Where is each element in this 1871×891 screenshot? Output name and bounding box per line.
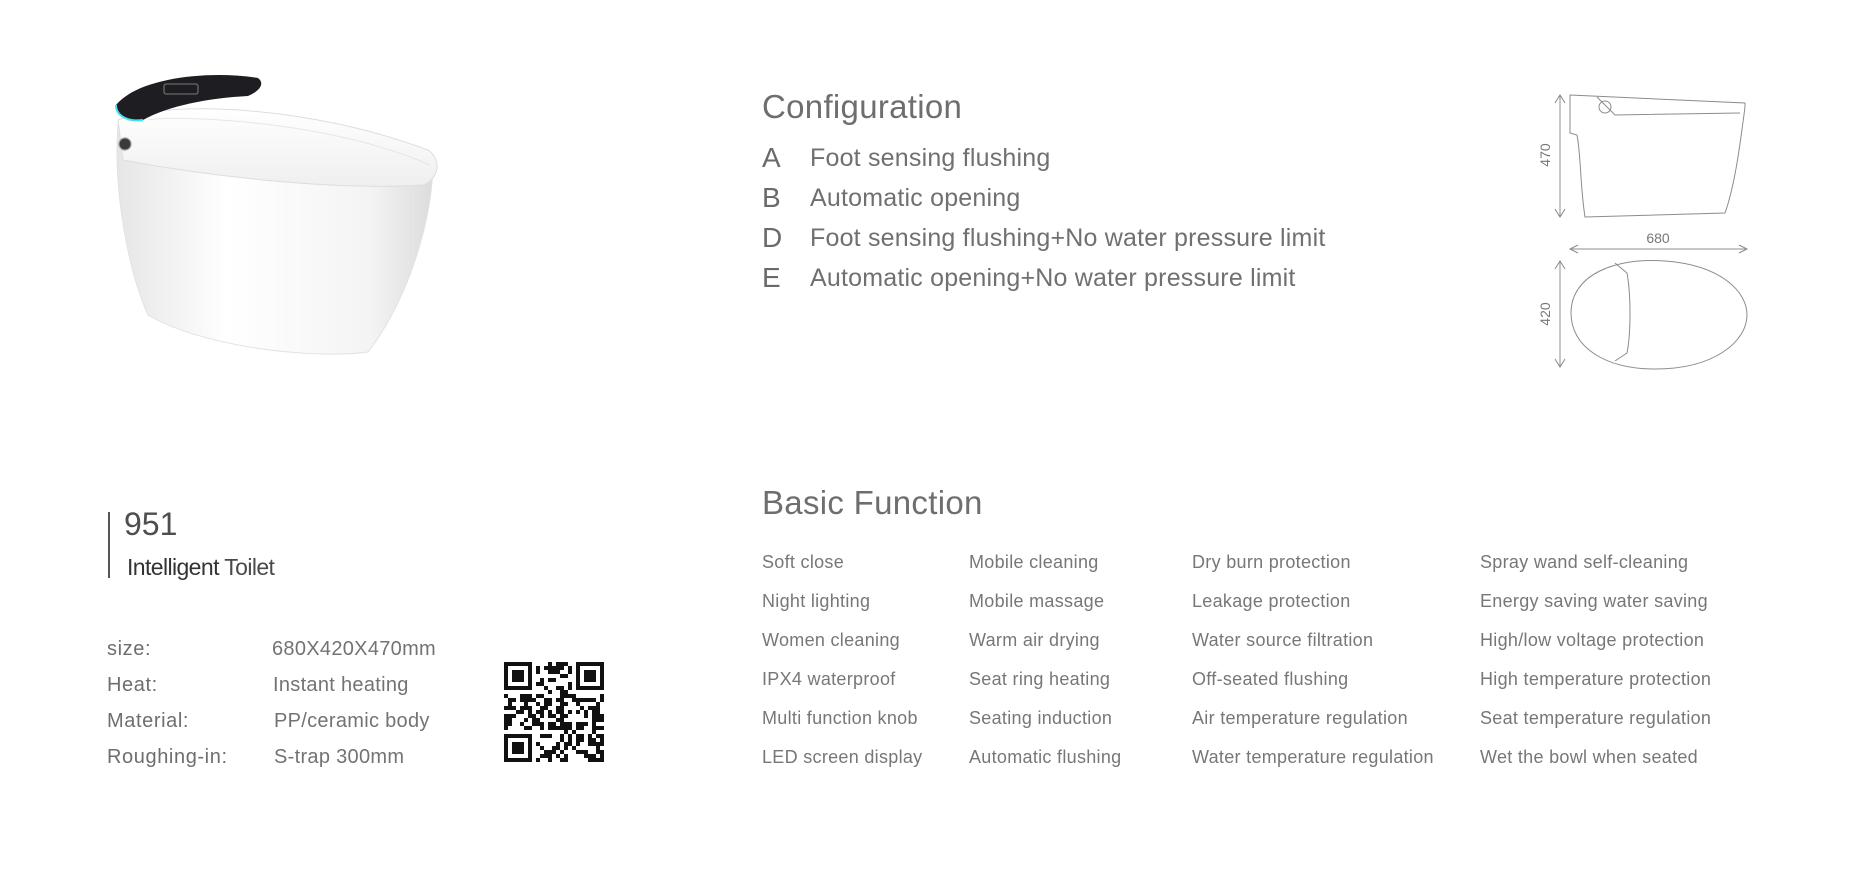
basic-function-item: Water temperature regulation [1192, 747, 1434, 767]
config-letter: E [762, 262, 781, 293]
length-dimension: 680 [1646, 230, 1670, 246]
config-letter: A [762, 142, 781, 173]
product-image [108, 70, 448, 370]
basic-function-item: Seat ring heating [969, 669, 1111, 689]
basic-function-item: High/low voltage protection [1480, 630, 1705, 650]
spec-value-roughing: S-trap 300mm [274, 746, 405, 768]
basic-function-item: Soft close [762, 552, 845, 572]
basic-function-item: Women cleaning [762, 630, 900, 650]
basic-function-item: Energy saving water saving [1480, 591, 1708, 611]
basic-function-item: Night lighting [762, 591, 871, 611]
config-text: Automatic opening+No water pressure limit [810, 264, 1296, 292]
basic-function-item: Wet the bowl when seated [1480, 747, 1698, 767]
basic-function-item: Water source filtration [1192, 630, 1374, 650]
spec-label-heat: Heat: [107, 674, 158, 696]
product-name-bold: Intelligent [127, 554, 219, 580]
basic-function-item: High temperature protection [1480, 669, 1712, 689]
config-text: Automatic opening [810, 184, 1021, 212]
width-dimension: 420 [1537, 302, 1553, 326]
basic-function-item: Off-seated flushing [1192, 669, 1349, 689]
basic-function-heading: Basic Function [762, 484, 983, 521]
basic-function-item: Leakage protection [1192, 591, 1351, 611]
model-number: 951 [124, 506, 178, 542]
product-name [127, 554, 274, 581]
basic-function-item: LED screen display [762, 747, 923, 767]
title-divider [108, 512, 110, 578]
basic-function-item: Seating induction [969, 708, 1113, 728]
spec-label-size: size: [107, 638, 152, 660]
basic-function-item: Multi function knob [762, 708, 918, 728]
basic-function-item: Mobile cleaning [969, 552, 1099, 572]
basic-function-item: IPX4 waterproof [762, 669, 896, 689]
config-letter: D [762, 222, 783, 253]
config-letter: B [762, 182, 781, 213]
spec-label-material: Material: [107, 710, 190, 732]
config-text: Foot sensing flushing [810, 144, 1051, 172]
configuration-heading: Configuration [762, 88, 963, 125]
config-text: Foot sensing flushing+No water pressure limit [810, 224, 1326, 252]
basic-function-item: Dry burn protection [1192, 552, 1351, 572]
spec-value-size: 680X420X470mm [272, 638, 437, 660]
spec-value-material: PP/ceramic body [274, 710, 430, 732]
qr-code [504, 662, 604, 762]
spec-label-roughing: Roughing-in: [107, 746, 228, 768]
basic-function-item: Automatic flushing [969, 747, 1122, 767]
basic-function-item: Seat temperature regulation [1480, 708, 1712, 728]
dimension-drawing [1535, 85, 1765, 375]
basic-function-item: Mobile massage [969, 591, 1105, 611]
height-dimension: 470 [1537, 143, 1553, 167]
product-name-rest: Toilet [218, 554, 275, 580]
spec-value-heat: Instant heating [273, 674, 409, 696]
basic-function-item: Warm air drying [969, 630, 1100, 650]
basic-function-item: Spray wand self-cleaning [1480, 552, 1689, 572]
basic-function-item: Air temperature regulation [1192, 708, 1408, 728]
